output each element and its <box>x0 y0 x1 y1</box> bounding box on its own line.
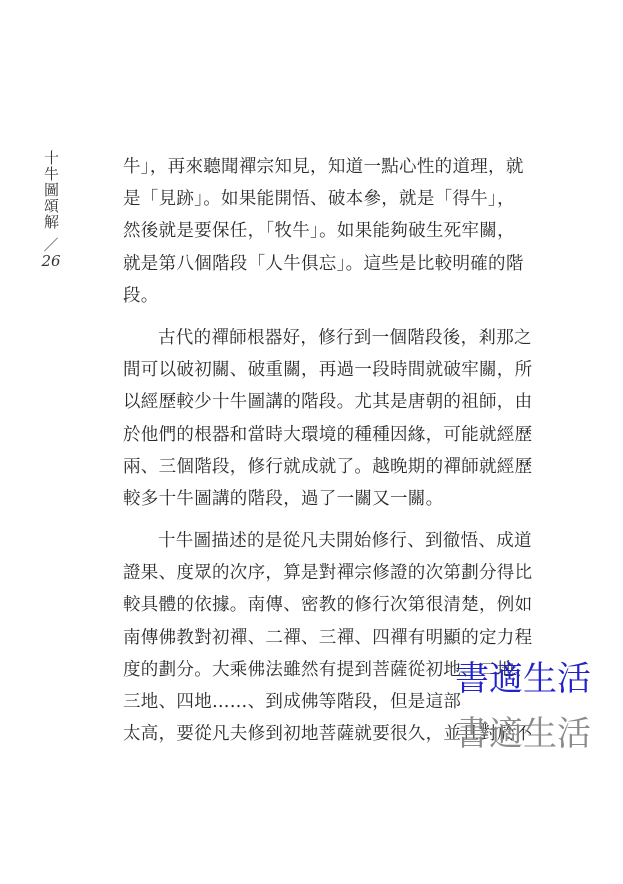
page-number: 26 <box>41 252 61 270</box>
text-line: 南傳佛教對初禪、二禪、三禪、四禪有明顯的定力程 <box>123 627 533 648</box>
text-line: 然後就是要保任，「牧牛」。如果能夠破生死牢關， <box>123 221 515 242</box>
text-line: 間可以破初關、破重關，再過一段時間就破牢關，所 <box>123 360 533 381</box>
paragraph-2 <box>123 322 533 515</box>
text-line: 牛」，再來聽聞禪宗知見，知道一點心性的道理，就 <box>123 157 524 177</box>
text-line: 古代的禪師根器好，修行到一個階段後，剎那之 <box>158 327 532 348</box>
watermark-blue: 書適生活 <box>455 659 591 699</box>
text-line: 於他們的根器和當時大環境的種種因緣，可能就經歷 <box>123 424 533 445</box>
text-line: 十牛圖描述的是從凡夫開始修行、到徹悟、成道 <box>158 531 532 552</box>
text-line: 以經歷較少十牛圖講的階段。尤其是唐朝的祖師，由 <box>123 392 533 413</box>
header-separator: ／ <box>43 236 59 254</box>
text-line: 兩、三個階段，修行就成就了。越晚期的禪師就經歷 <box>123 456 533 477</box>
text-line: 較具體的依據。南傳、密教的修行次第很清楚，例如 <box>123 595 533 616</box>
watermark-gray: 書適生活 <box>455 714 591 754</box>
book-title: 十牛圖頌解 <box>42 150 60 230</box>
text-line: 三地、四地……、到成佛等階段，但是這部 <box>123 692 462 712</box>
running-header <box>40 150 62 269</box>
text-line: 是「見跡」。如果能開悟、破本參，就是「得牛」， <box>123 189 515 210</box>
text-line: 較多十牛圖講的階段，過了一關又一關。 <box>123 488 444 509</box>
text-line: 段。 <box>123 285 159 306</box>
text-line: 就是第八個階段「人牛俱忘」。這些是比較明確的階 <box>123 253 524 274</box>
text-line: 度的劃分。大乘佛法雖然有提到菩薩從初地、二地、 <box>123 659 533 680</box>
paragraph-1 <box>123 151 528 312</box>
text-line: 太高，要從凡夫修到初地菩薩就要很久，並且對於不 <box>123 724 533 745</box>
text-line: 證果、度眾的次序，算是對禪宗修證的次第劃分得比 <box>123 563 533 584</box>
